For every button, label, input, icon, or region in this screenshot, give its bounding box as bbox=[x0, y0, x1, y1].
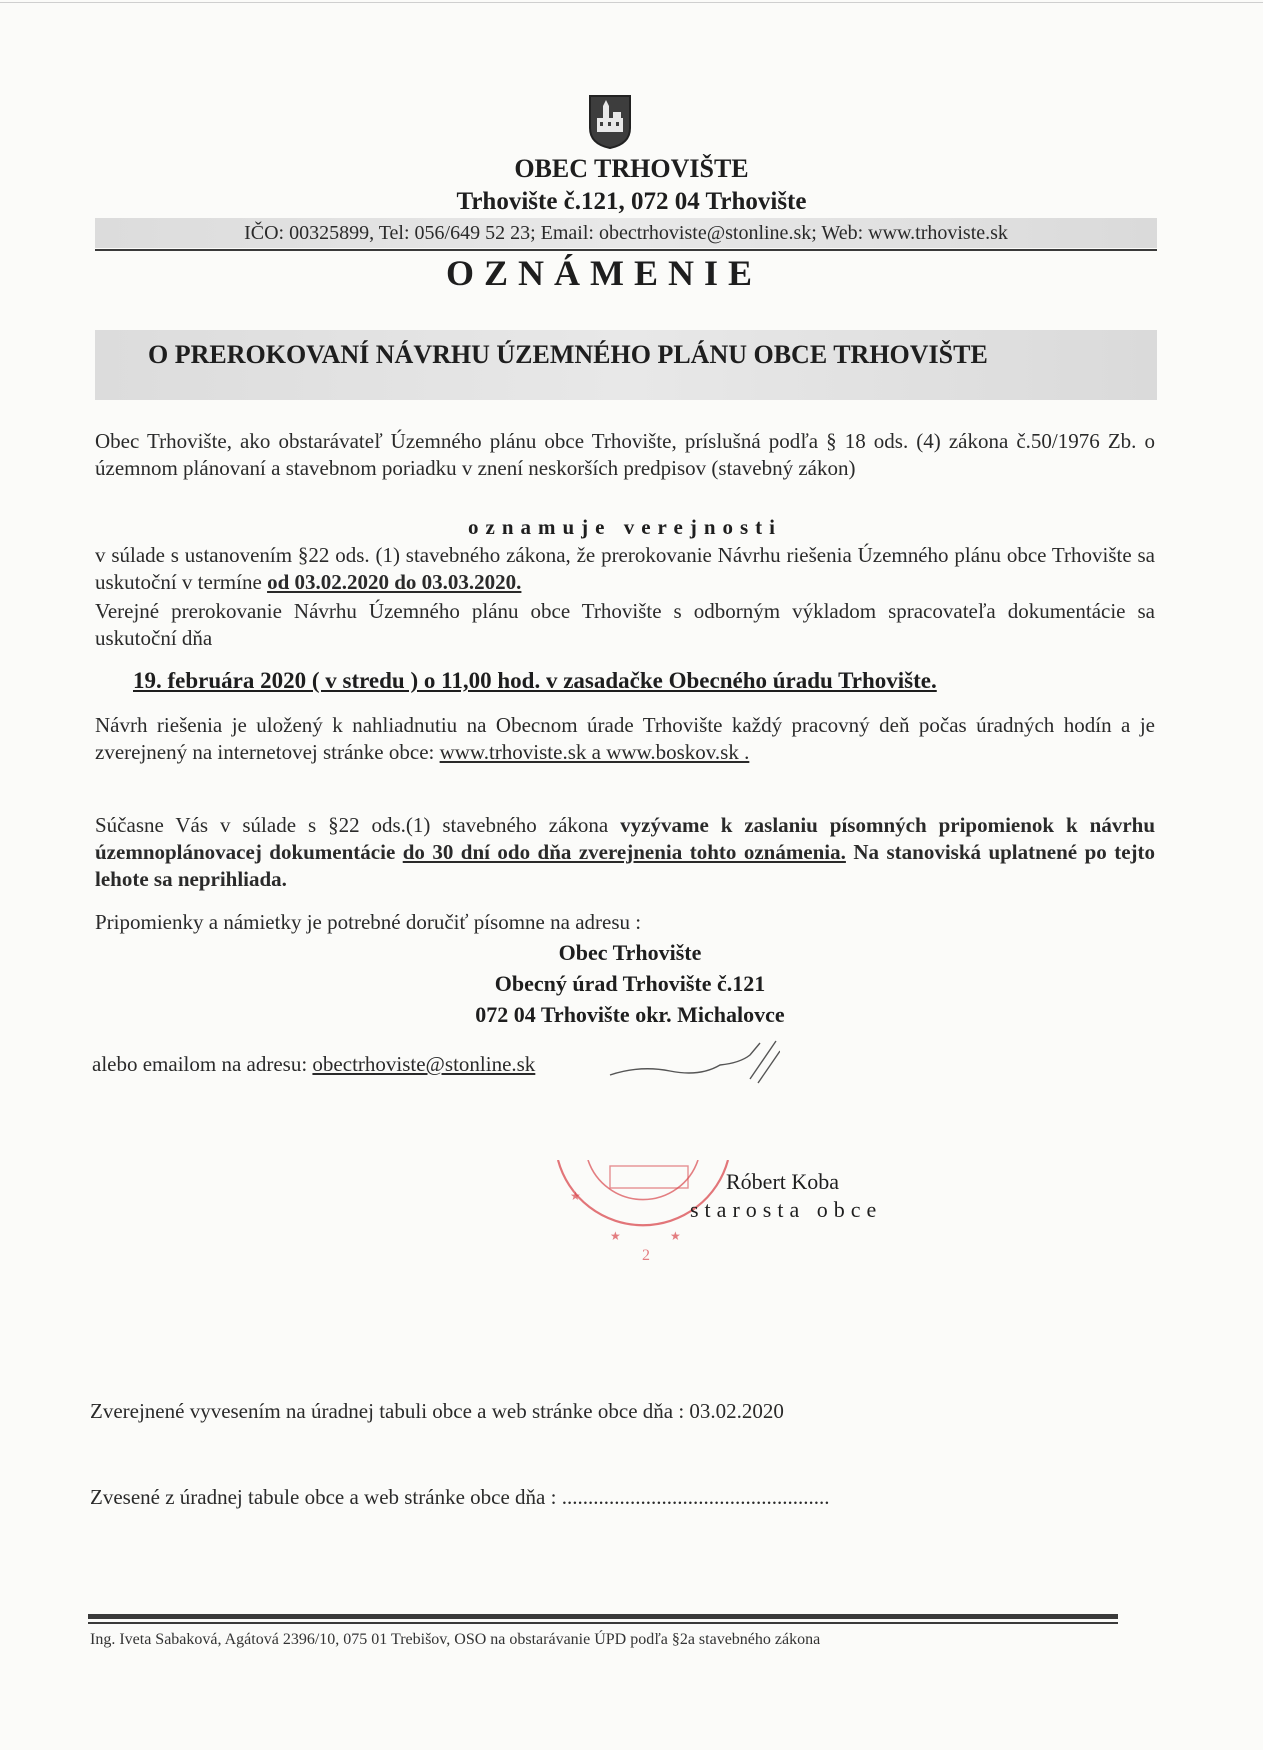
org-address: Trhovište č.121, 072 04 Trhovište bbox=[456, 188, 807, 215]
comments-call: vyzývame k zaslaniu písomných pripomienok k návrhu územnoplánovacej dokumentácie bbox=[95, 813, 1155, 864]
consultation-dates: od 03.02.2020 do 03.03.2020. bbox=[267, 570, 522, 594]
coat-of-arms-icon bbox=[588, 94, 632, 150]
contact-line: IČO: 00325899, Tel: 056/649 52 23; Email: obectrhoviste@stonline.sk; Web: www.trhoviste.sk bbox=[244, 222, 1008, 244]
comments-text: Súčasne Vás v súlade s §22 ods.(1) stavebného zákona bbox=[95, 813, 609, 837]
public-hearing-paragraph: Verejné prerokovanie Návrhu Územného plánu obce Trhovište s odborným výkladom spracovateľa dokumentácie sa uskutoční dňa bbox=[95, 599, 1155, 650]
email-line bbox=[92, 1051, 535, 1078]
comments-address-intro: Pripomienky a námietky je potrebné doručiť písomne na adresu : bbox=[95, 910, 642, 934]
consultation-paragraph bbox=[95, 542, 1155, 596]
consultation-text: v súlade s ustanovením §22 ods. (1) stavebného zákona, že prerokovanie Návrhu riešenia Územného plánu obce Trhovište sa uskutoční v termíne bbox=[95, 543, 1155, 594]
email-address: obectrhoviste@stonline.sk bbox=[312, 1052, 536, 1076]
svg-text:★: ★ bbox=[670, 1229, 681, 1243]
signatory-role: starosta obce bbox=[690, 1197, 883, 1222]
signature-scribble bbox=[600, 1035, 780, 1090]
comments-paragraph bbox=[95, 812, 1155, 893]
document-title: OZNÁMENIE bbox=[446, 253, 763, 293]
email-prefix: alebo emailom na adresu: bbox=[92, 1052, 308, 1076]
removed-date: Zvesené z úradnej tabule obce a web stránke obce dňa : ................................................... bbox=[90, 1485, 830, 1509]
comments-deadline: do 30 dní odo dňa zverejnenia tohto oznámenia. bbox=[402, 840, 846, 864]
footer-note: Ing. Iveta Sabaková, Agátová 2396/10, 075 01 Trebišov, OSO na obstarávanie ÚPD podľa §2a stavebného zákona bbox=[90, 1631, 821, 1648]
meeting-datetime: 19. februára 2020 ( v stredu ) o 11,00 hod. v zasadačke Obecného úradu Trhovište. bbox=[133, 668, 937, 693]
signatory-name: Róbert Koba bbox=[726, 1169, 840, 1194]
website-links: www.trhoviste.sk a www.boskov.sk . bbox=[439, 740, 750, 764]
scan-edge bbox=[0, 2, 1263, 3]
svg-text:2: 2 bbox=[642, 1247, 650, 1264]
svg-text:★: ★ bbox=[610, 1229, 621, 1243]
mail-address-line3: 072 04 Trhovište okr. Michalovce bbox=[475, 1002, 785, 1027]
footer-rule-thick bbox=[88, 1614, 1118, 1619]
availability-paragraph bbox=[95, 712, 1155, 766]
mail-address-line1: Obec Trhovište bbox=[558, 940, 702, 965]
announces-public: oznamuje verejnosti bbox=[468, 515, 782, 539]
mail-address-line2: Obecný úrad Trhovište č.121 bbox=[494, 971, 766, 996]
footer-rule-thin bbox=[88, 1622, 1118, 1624]
svg-text:★: ★ bbox=[570, 1189, 581, 1203]
header-rule bbox=[95, 249, 1157, 251]
availability-text: Návrh riešenia je uložený k nahliadnutiu na Obecnom úrade Trhovište každý pracovný deň počas úradných hodín a je zverejnený na internetovej stránke obce: bbox=[95, 713, 1155, 764]
published-date: Zverejnené vyvesením na úradnej tabuli obce a web stránke obce dňa : 03.02.2020 bbox=[90, 1399, 784, 1423]
comments-late-note: Na stanoviská uplatnené po tejto lehote sa neprihliada. bbox=[95, 840, 1155, 891]
intro-paragraph: Obec Trhovište, ako obstarávateľ Územného plánu obce Trhovište, príslušná podľa § 18 ods. (4) zákona č.50/1976 Zb. o územnom plánovaní a stavebnom poriadku v znení neskorších predpisov (stavebný zákon) bbox=[95, 429, 1155, 480]
mail-address bbox=[420, 937, 840, 1030]
document-subtitle: O PREROKOVANÍ NÁVRHU ÚZEMNÉHO PLÁNU OBCE TRHOVIŠTE bbox=[148, 340, 988, 369]
org-name: OBEC TRHOVIŠTE bbox=[514, 154, 749, 183]
